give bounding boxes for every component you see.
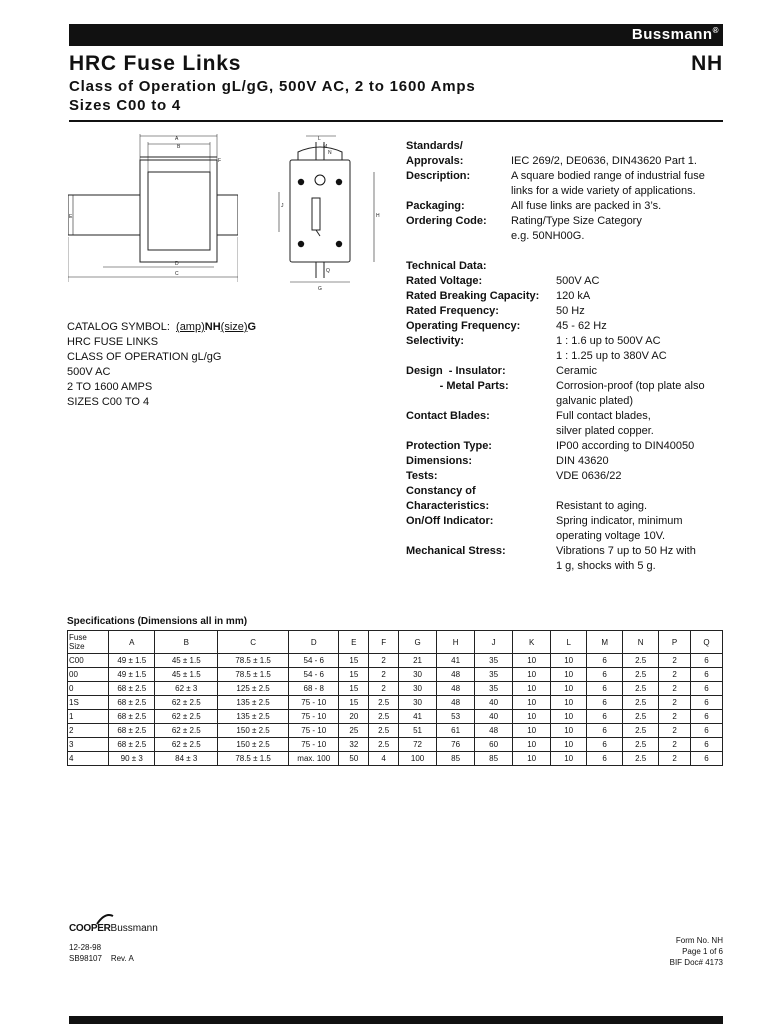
- standards-label: [406, 184, 511, 199]
- table-cell: 2.5: [623, 682, 659, 696]
- table-cell: 6: [691, 682, 723, 696]
- table-cell: 75 - 10: [289, 738, 339, 752]
- doc-date: 12-28-98: [69, 943, 102, 952]
- table-cell: 2: [659, 654, 691, 668]
- table-cell: 10: [551, 668, 587, 682]
- table-cell: 72: [399, 738, 437, 752]
- technical-label: [406, 394, 556, 409]
- spec-table-title: Specifications (Dimensions all in mm): [67, 616, 248, 627]
- table-cell: 2.5: [623, 710, 659, 724]
- table-cell: 20: [339, 710, 369, 724]
- fuse-size-cell: C00: [68, 654, 109, 668]
- table-row: [68, 724, 723, 738]
- brand-name: Bussmann®: [631, 26, 719, 43]
- technical-value: 45 - 62 Hz: [556, 320, 607, 332]
- table-cell: 75 - 10: [289, 696, 339, 710]
- table-cell: 10: [513, 724, 551, 738]
- table-cell: 68 ± 2.5: [109, 738, 155, 752]
- fuse-size-cell: 3: [68, 738, 109, 752]
- technical-row: [406, 499, 726, 514]
- table-cell: 41: [437, 654, 475, 668]
- column-header: P: [659, 631, 691, 654]
- table-cell: 85: [437, 752, 475, 766]
- technical-row: [406, 529, 726, 544]
- table-row: [68, 710, 723, 724]
- table-cell: 48: [437, 696, 475, 710]
- dim-label-h: H: [376, 213, 380, 219]
- standards-block: [406, 139, 726, 244]
- table-row: [68, 696, 723, 710]
- footer-left-info: [69, 942, 134, 964]
- technical-value: 1 : 1.25 up to 380V AC: [556, 350, 667, 362]
- technical-value: Vibrations 7 up to 50 Hz with: [556, 545, 696, 557]
- technical-row: [406, 409, 726, 424]
- table-cell: 68 - 8: [289, 682, 339, 696]
- page-subtitle-sizes: Sizes C00 to 4: [69, 97, 182, 114]
- technical-row: [406, 394, 726, 409]
- table-cell: 48: [437, 668, 475, 682]
- dim-label-d: D: [175, 261, 179, 267]
- table-cell: 53: [437, 710, 475, 724]
- technical-row: [406, 304, 726, 319]
- table-cell: 62 ± 2.5: [155, 738, 218, 752]
- technical-label: On/Off Indicator:: [406, 515, 494, 527]
- doc-code-line: SB98107 Rev. A: [69, 954, 134, 963]
- table-cell: 2: [659, 710, 691, 724]
- table-cell: 6: [691, 724, 723, 738]
- standards-label: Ordering Code:: [406, 215, 487, 227]
- table-cell: 2: [659, 752, 691, 766]
- technical-label: Rated Breaking Capacity:: [406, 290, 540, 302]
- catalog-line: CLASS OF OPERATION gL/gG: [67, 351, 222, 363]
- table-cell: 2.5: [369, 724, 399, 738]
- technical-row: [406, 364, 726, 379]
- technical-row: [406, 274, 726, 289]
- standards-label: [406, 229, 511, 244]
- technical-label: Tests:: [406, 470, 438, 482]
- table-cell: 2.5: [623, 738, 659, 752]
- table-cell: 10: [513, 696, 551, 710]
- table-cell: 6: [691, 752, 723, 766]
- company-logo: [69, 918, 158, 936]
- table-cell: 10: [551, 738, 587, 752]
- table-cell: 15: [339, 668, 369, 682]
- technical-value: Ceramic: [556, 365, 597, 377]
- table-cell: 25: [339, 724, 369, 738]
- table-cell: 48: [437, 682, 475, 696]
- technical-row: [406, 319, 726, 334]
- standards-row: [406, 154, 726, 169]
- table-row: [68, 654, 723, 668]
- technical-value: 1 : 1.6 up to 500V AC: [556, 335, 661, 347]
- footer-bar: [69, 1016, 723, 1024]
- table-cell: 10: [551, 696, 587, 710]
- table-cell: 76: [437, 738, 475, 752]
- fuse-size-cell: 4: [68, 752, 109, 766]
- technical-value: 1 g, shocks with 5 g.: [556, 560, 656, 572]
- column-header: J: [475, 631, 513, 654]
- technical-row: [406, 334, 726, 349]
- column-header: D: [289, 631, 339, 654]
- technical-row: [406, 469, 726, 484]
- table-cell: 6: [587, 668, 623, 682]
- technical-label: [406, 424, 556, 439]
- technical-row: [406, 289, 726, 304]
- spec-table: [67, 630, 723, 766]
- page-subtitle: Class of Operation gL/gG, 500V AC, 2 to 1600 Amps: [69, 78, 476, 95]
- catalog-symbol-line: CATALOG SYMBOL: (amp)NH(size)G: [67, 321, 257, 333]
- table-row: [68, 668, 723, 682]
- technical-value: IP00 according to DIN40050: [556, 440, 695, 452]
- table-cell: 15: [339, 696, 369, 710]
- left-blade: [68, 195, 140, 235]
- table-cell: 6: [691, 654, 723, 668]
- table-cell: 2.5: [369, 738, 399, 752]
- technical-row: [406, 424, 726, 439]
- technical-row: [406, 559, 726, 574]
- column-header: Q: [691, 631, 723, 654]
- table-cell: 15: [339, 654, 369, 668]
- table-cell: 68 ± 2.5: [109, 696, 155, 710]
- table-cell: 50: [339, 752, 369, 766]
- technical-value: Full contact blades,: [556, 410, 651, 422]
- column-header: E: [339, 631, 369, 654]
- table-cell: 49 ± 1.5: [109, 668, 155, 682]
- standards-label: Description:: [406, 170, 471, 182]
- technical-data-block: [406, 259, 726, 574]
- table-cell: 2: [659, 738, 691, 752]
- table-cell: 62 ± 2.5: [155, 696, 218, 710]
- table-cell: 10: [513, 668, 551, 682]
- dim-label-l: L: [318, 136, 321, 142]
- standards-value: links for a wide variety of applications.: [511, 185, 696, 197]
- fuse-size-cell: 1: [68, 710, 109, 724]
- table-cell: 6: [587, 724, 623, 738]
- table-cell: 150 ± 2.5: [218, 738, 289, 752]
- table-cell: 51: [399, 724, 437, 738]
- table-row: [68, 682, 723, 696]
- table-cell: 2: [659, 696, 691, 710]
- technical-value: 500V AC: [556, 275, 600, 287]
- column-header: N: [623, 631, 659, 654]
- table-cell: 62 ± 2.5: [155, 724, 218, 738]
- technical-label: - Metal Parts:: [406, 380, 509, 392]
- standards-row: [406, 229, 726, 244]
- standards-row: [406, 169, 726, 184]
- table-cell: 6: [691, 738, 723, 752]
- technical-label: Mechanical Stress:: [406, 545, 506, 557]
- table-cell: 61: [437, 724, 475, 738]
- table-cell: 2: [369, 682, 399, 696]
- table-cell: 45 ± 1.5: [155, 654, 218, 668]
- table-cell: 6: [587, 682, 623, 696]
- product-code: NH: [691, 52, 723, 75]
- standards-row: [406, 184, 726, 199]
- page-number: Page 1 of 6: [682, 947, 723, 956]
- table-cell: 2.5: [623, 752, 659, 766]
- technical-row: [406, 379, 726, 394]
- fuse-size-cell: 1S: [68, 696, 109, 710]
- technical-row: [406, 439, 726, 454]
- table-cell: 10: [551, 654, 587, 668]
- table-cell: 41: [399, 710, 437, 724]
- dim-label-g: G: [318, 286, 322, 292]
- table-cell: 54 - 6: [289, 654, 339, 668]
- column-header: B: [155, 631, 218, 654]
- catalog-line: HRC FUSE LINKS: [67, 336, 159, 348]
- right-blade: [217, 195, 238, 235]
- technical-label: Design - Insulator:: [406, 365, 506, 377]
- table-cell: 10: [513, 752, 551, 766]
- table-cell: 85: [475, 752, 513, 766]
- technical-label: Dimensions:: [406, 455, 473, 467]
- table-cell: 35: [475, 654, 513, 668]
- technical-value: VDE 0636/22: [556, 470, 622, 482]
- column-header: K: [513, 631, 551, 654]
- table-cell: 2: [659, 668, 691, 682]
- standards-label: Standards/: [406, 140, 463, 152]
- header-rule: [69, 120, 723, 122]
- catalog-line: SIZES C00 TO 4: [67, 396, 150, 408]
- dim-label-b: B: [177, 144, 181, 150]
- table-cell: 68 ± 2.5: [109, 724, 155, 738]
- table-cell: 125 ± 2.5: [218, 682, 289, 696]
- table-cell: 40: [475, 696, 513, 710]
- page-title: HRC Fuse Links: [69, 52, 242, 75]
- table-cell: 10: [513, 682, 551, 696]
- technical-value: Spring indicator, minimum: [556, 515, 683, 527]
- dim-label-j: J: [281, 203, 284, 209]
- technical-row: [406, 349, 726, 364]
- table-cell: 10: [551, 710, 587, 724]
- table-cell: 6: [587, 710, 623, 724]
- technical-label: Rated Voltage:: [406, 275, 483, 287]
- table-cell: 15: [339, 682, 369, 696]
- table-cell: 10: [551, 724, 587, 738]
- fuse-size-cell: 00: [68, 668, 109, 682]
- table-cell: 21: [399, 654, 437, 668]
- technical-value: Resistant to aging.: [556, 500, 648, 512]
- standards-row: [406, 199, 726, 214]
- header-bar: [69, 24, 723, 46]
- standards-value: All fuse links are packed in 3’s.: [511, 200, 662, 212]
- table-cell: 10: [513, 654, 551, 668]
- table-cell: 40: [475, 710, 513, 724]
- technical-label: Operating Frequency:: [406, 320, 521, 332]
- table-cell: 78.5 ± 1.5: [218, 668, 289, 682]
- technical-label: Protection Type:: [406, 440, 492, 452]
- cooper-logo-icon: [95, 912, 115, 926]
- column-header-fuse-size: [68, 631, 109, 654]
- table-cell: 6: [587, 738, 623, 752]
- technical-value: galvanic plated): [556, 395, 634, 407]
- standards-label: Packaging:: [406, 200, 465, 212]
- fuse-side-view-drawing: [68, 132, 238, 292]
- dim-label-e: E: [69, 214, 73, 220]
- table-row: [68, 752, 723, 766]
- table-cell: 100: [399, 752, 437, 766]
- column-header: M: [587, 631, 623, 654]
- table-cell: 10: [551, 752, 587, 766]
- table-cell: 6: [691, 710, 723, 724]
- table-cell: 6: [587, 696, 623, 710]
- logo-cooper-text: COOPER: [69, 923, 111, 934]
- table-cell: 30: [399, 682, 437, 696]
- table-cell: 48: [475, 724, 513, 738]
- dim-label-m: M: [323, 144, 328, 150]
- table-cell: 62 ± 2.5: [155, 710, 218, 724]
- standards-row: [406, 214, 726, 229]
- table-cell: 4: [369, 752, 399, 766]
- column-header: H: [437, 631, 475, 654]
- column-header: F: [369, 631, 399, 654]
- technical-value: operating voltage 10V.: [556, 530, 666, 542]
- dim-label-c: C: [175, 271, 179, 277]
- technical-label: Characteristics:: [406, 500, 490, 512]
- table-cell: 68 ± 2.5: [109, 710, 155, 724]
- table-cell: 6: [691, 668, 723, 682]
- table-cell: 54 - 6: [289, 668, 339, 682]
- standards-label: Approvals:: [406, 155, 464, 167]
- table-cell: 78.5 ± 1.5: [218, 654, 289, 668]
- table-cell: 2.5: [623, 668, 659, 682]
- table-cell: 6: [587, 752, 623, 766]
- catalog-line: 2 TO 1600 AMPS: [67, 381, 153, 393]
- standards-value: Rating/Type Size Category: [511, 215, 642, 227]
- table-cell: 10: [513, 738, 551, 752]
- fuse-size-cell: 2: [68, 724, 109, 738]
- dim-label-a: A: [175, 136, 179, 142]
- technical-label: Rated Frequency:: [406, 305, 499, 317]
- table-row: [68, 738, 723, 752]
- bif-doc-number: BIF Doc# 4173: [669, 958, 723, 967]
- table-cell: 32: [339, 738, 369, 752]
- dim-label-n: N: [328, 150, 332, 156]
- column-header-text: Size: [69, 642, 85, 651]
- table-cell: 2.5: [623, 724, 659, 738]
- table-cell: 2.5: [369, 710, 399, 724]
- table-cell: 75 - 10: [289, 710, 339, 724]
- technical-row: [406, 514, 726, 529]
- technical-row: [406, 544, 726, 559]
- dim-label-f: F: [218, 158, 222, 164]
- table-cell: 30: [399, 668, 437, 682]
- table-cell: 60: [475, 738, 513, 752]
- technical-value: Corrosion-proof (top plate also: [556, 380, 705, 392]
- table-cell: 6: [691, 696, 723, 710]
- fuse-size-cell: 0: [68, 682, 109, 696]
- table-cell: 10: [513, 710, 551, 724]
- table-cell: 2.5: [623, 696, 659, 710]
- table-cell: 10: [551, 682, 587, 696]
- catalog-symbol-block: [67, 320, 256, 410]
- footer-right-info: [670, 935, 723, 968]
- table-cell: 150 ± 2.5: [218, 724, 289, 738]
- technical-value: 120 kA: [556, 290, 591, 302]
- table-cell: 75 - 10: [289, 724, 339, 738]
- standards-value: A square bodied range of industrial fuse: [511, 170, 705, 182]
- table-cell: 35: [475, 668, 513, 682]
- table-cell: 90 ± 3: [109, 752, 155, 766]
- table-cell: 49 ± 1.5: [109, 654, 155, 668]
- column-header: A: [109, 631, 155, 654]
- column-header: G: [399, 631, 437, 654]
- technical-label: [406, 529, 556, 544]
- technical-label: Selectivity:: [406, 335, 465, 347]
- table-cell: 35: [475, 682, 513, 696]
- table-cell: 135 ± 2.5: [218, 710, 289, 724]
- technical-label: [406, 349, 556, 364]
- table-cell: 45 ± 1.5: [155, 668, 218, 682]
- fuse-front-view-drawing: [276, 132, 386, 294]
- table-cell: 6: [587, 654, 623, 668]
- dim-label-q: Q: [326, 268, 330, 274]
- technical-row: [406, 484, 726, 499]
- standards-value: IEC 269/2, DE0636, DIN43620 Part 1.: [511, 155, 697, 167]
- table-cell: 78.5 ± 1.5: [218, 752, 289, 766]
- logo-bussmann-text: Bussmann: [110, 923, 158, 934]
- technical-value: DIN 43620: [556, 455, 609, 467]
- table-cell: 2: [659, 682, 691, 696]
- form-number: Form No. NH: [675, 936, 723, 945]
- technical-value: 50 Hz: [556, 305, 585, 317]
- catalog-line: 500V AC: [67, 366, 111, 378]
- table-cell: 2.5: [369, 696, 399, 710]
- table-cell: 2: [369, 668, 399, 682]
- table-cell: 30: [399, 696, 437, 710]
- table-cell: 2: [659, 724, 691, 738]
- table-cell: max. 100: [289, 752, 339, 766]
- technical-row: [406, 454, 726, 469]
- technical-label: [406, 559, 556, 574]
- column-header: L: [551, 631, 587, 654]
- standards-row: [406, 139, 726, 154]
- technical-label: Technical Data:: [406, 260, 487, 272]
- technical-label: Constancy of: [406, 485, 476, 497]
- column-header-text: Fuse: [69, 633, 87, 642]
- table-cell: 2.5: [623, 654, 659, 668]
- table-cell: 62 ± 3: [155, 682, 218, 696]
- table-cell: 135 ± 2.5: [218, 696, 289, 710]
- table-cell: 84 ± 3: [155, 752, 218, 766]
- technical-value: silver plated copper.: [556, 425, 654, 437]
- technical-row: [406, 259, 726, 274]
- column-header: C: [218, 631, 289, 654]
- table-cell: 2: [369, 654, 399, 668]
- standards-value: e.g. 50NH00G.: [511, 230, 585, 242]
- table-cell: 68 ± 2.5: [109, 682, 155, 696]
- technical-label: Contact Blades:: [406, 410, 490, 422]
